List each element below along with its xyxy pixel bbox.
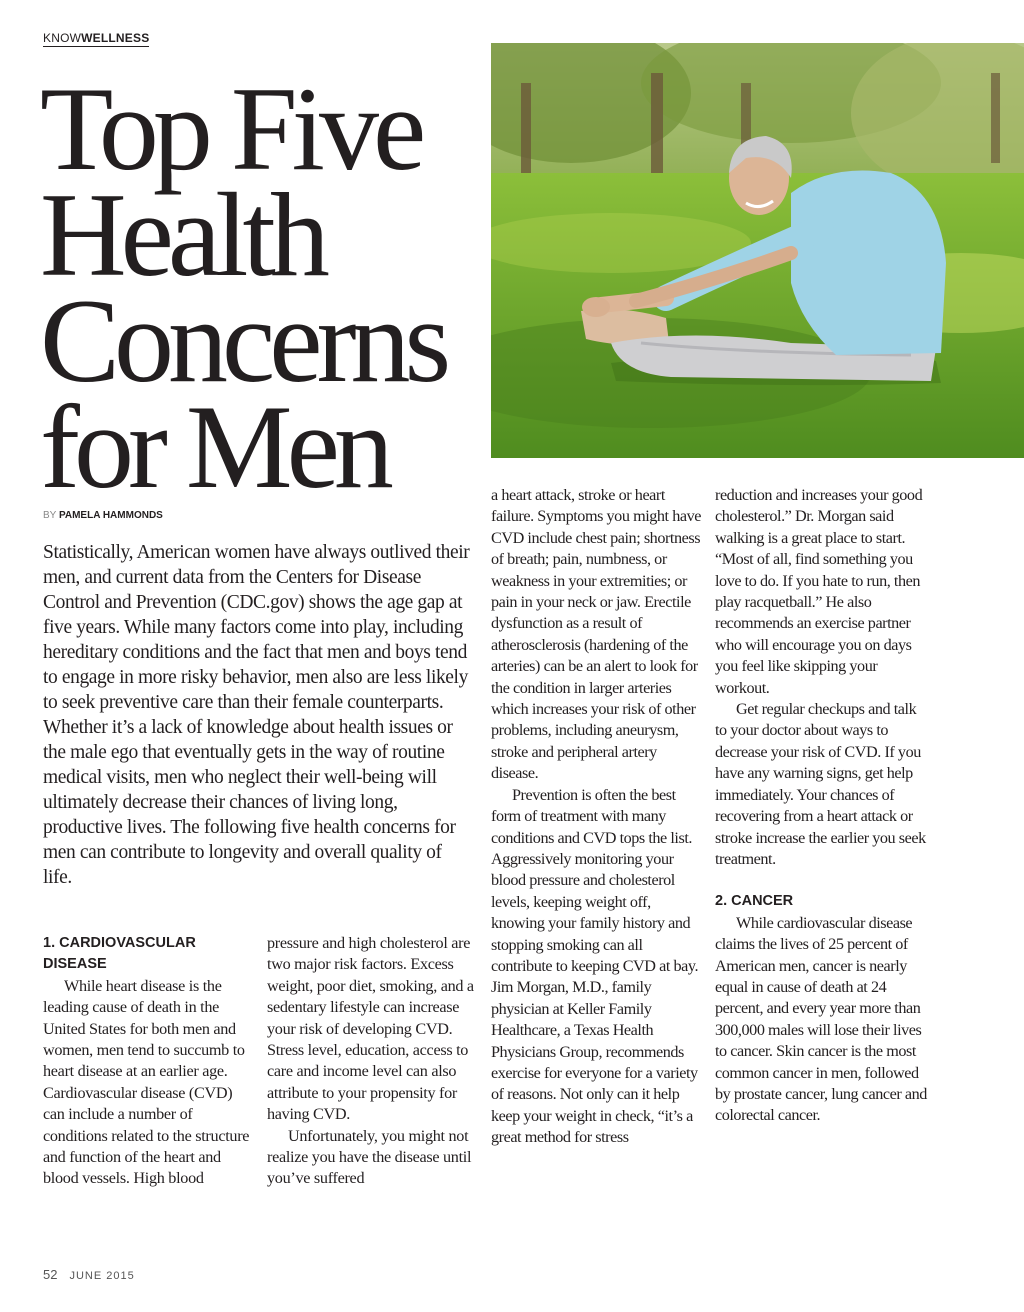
paragraph: reduction and increases your good cholesterol.” Dr. Morgan said walking is a great place to start. “Most of all, find something you love to do. If you hate to run, then play racquetball.” He also recommends an exercise partner who will encourage you on days you feel like skipping your workout. <box>715 486 923 697</box>
heading-cardiovascular: 1. CARDIOVASCULAR DISEASE <box>43 935 196 973</box>
paragraph: While cardiovascular disease claims the lives of 25 percent of American men, cancer is nearly equal in cause of death at 24 percent, and every year more than 300,000 males will lose their lives to cancer. Skin cancer is the most common cancer in men, followed by prostate cancer, lung cancer and colorectal cancer. <box>715 913 927 1125</box>
section-label-wellness: WELLNESS <box>81 31 150 45</box>
byline-prefix: BY <box>43 510 57 521</box>
column-3 <box>491 485 703 1149</box>
intro-paragraph: Statistically, American women have always outlived their men, and current data from the Centers for Disease Control and Prevention (CDC.gov) shows the age gap at five years. While many factors come into play, including hereditary conditions and the fact that men and boys tend to engage in more risky behavior, men also are less likely to seek preventive care than their female counterparts. Whether it’s a lack of knowledge about health issues or the male ego that eventually gets in the way of routine medical visits, men who neglect their well-being will ultimately decrease their chances of living long, productive lives. The following five health concerns for men can contribute to longevity and overall quality of life. <box>43 542 470 888</box>
page-footer <box>43 1266 135 1284</box>
headline-line-4: for Men <box>40 380 388 513</box>
headline-line-3: Concerns <box>40 274 446 407</box>
column-4 <box>715 485 927 1127</box>
page-number: 52 <box>43 1267 58 1282</box>
paragraph: pressure and high cholesterol are two major risk factors. Excess weight, poor diet, smoking, and a sedentary lifestyle can increase your risk of developing CVD. Stress level, education, access to care and income level can also attribute to your propensity for having CVD. <box>267 934 474 1124</box>
paragraph: Unfortunately, you might not realize you have the disease until you’ve suffered <box>267 1126 472 1188</box>
article-headline <box>40 62 480 513</box>
section-label-know: KNOW <box>43 31 82 45</box>
byline-author: PAMELA HAMMONDS <box>58 510 163 521</box>
article-photo <box>491 43 1024 458</box>
heading-cancer: 2. CANCER <box>715 893 794 910</box>
column-1 <box>43 933 253 1190</box>
paragraph: While heart disease is the leading cause of death in the United States for both men and women, men tend to succumb to heart disease at an earlier age. Cardiovascular disease (CVD) can include a number of conditions related to the structure and function of the heart and blood vessels. High blood <box>43 976 250 1188</box>
paragraph: a heart attack, stroke or heart failure. Symptoms you might have CVD include chest pain; shortness of breath; pain, numbness, or weakness in your extremities; or pain in your neck or jaw. Erectile dysfunction as a result of atherosclerosis (hardening of the arteries) can be an alert to look for the condition in larger arteries which increases your risk of other problems, including aneurysm, stroke and peripheral artery disease. <box>491 486 701 783</box>
headline-line-2: Health <box>40 168 324 301</box>
byline <box>43 510 163 522</box>
section-label <box>43 31 149 47</box>
paragraph: Prevention is often the best form of treatment with many conditions and CVD tops the list. Aggressively monitoring your blood pressure and cholesterol levels, keeping weight off, knowing your family history and stopping smoking can all contribute to keeping CVD at bay. Jim Morgan, M.D., family physician at Keller Family Healthcare, a Texas Health Physicians Group, recommends exercise for everyone for a variety of reasons. Not only can it help keep your weight in check, “it’s a great method for stress <box>491 785 699 1147</box>
column-2 <box>267 933 477 1190</box>
paragraph: Get regular checkups and talk to your doctor about ways to decrease your risk of CVD. If you have any warning signs, get help immediately. Your chances of recovering from a heart attack or stroke increase the earlier you seek treatment. <box>715 700 926 868</box>
headline-line-1: Top Five <box>40 62 421 195</box>
issue-date: JUNE 2015 <box>69 1270 135 1282</box>
